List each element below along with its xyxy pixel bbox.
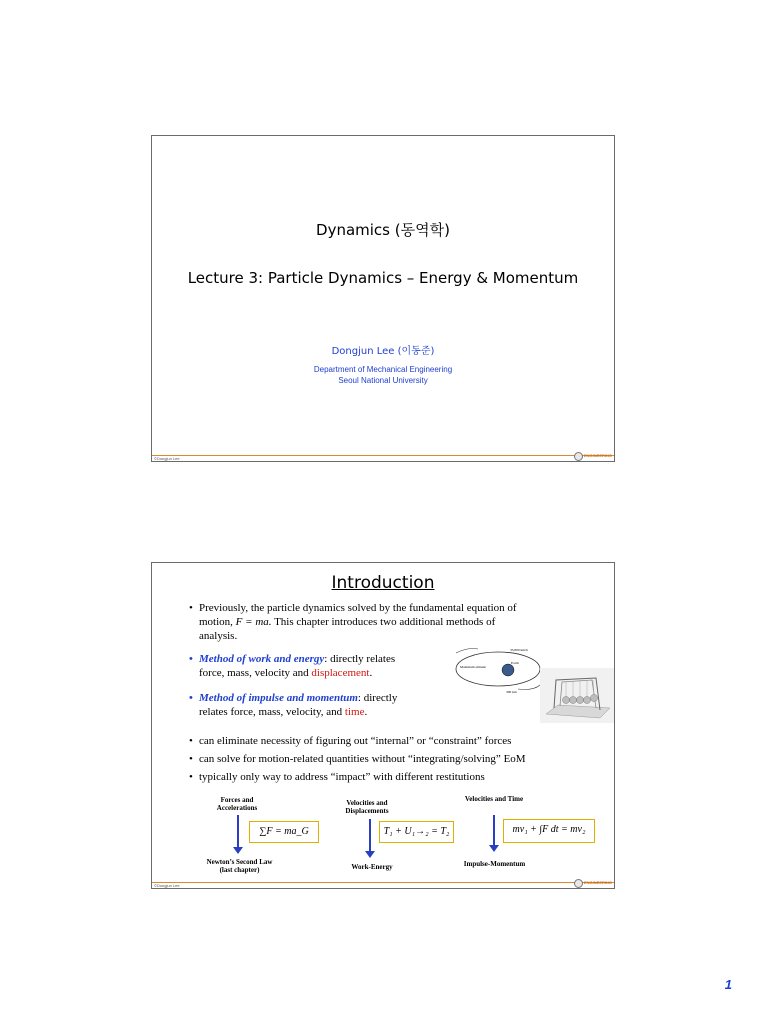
displacement-highlight: displacement	[311, 667, 370, 679]
slide1-department: Department of Mechanical Engineering	[313, 365, 453, 374]
introduction-slide	[151, 562, 615, 889]
method-impulse-momentum: Method of impulse and momentum	[199, 692, 358, 704]
orbit-illustration	[448, 645, 548, 695]
down-arrow-icon	[493, 815, 495, 847]
impulse-momentum-equation: mv₁ + ∫F dt = mv₂	[503, 819, 595, 843]
bullet-impact: • typically only way to address “impact” with different restitutions	[189, 771, 485, 783]
newton-equation: F = ma.	[235, 616, 272, 628]
down-arrow-icon	[369, 819, 371, 853]
slide1-title: Dynamics (동역학)	[316, 221, 450, 239]
orbit-earth-label: Earth	[511, 661, 519, 665]
newton-law-equation: ∑F = ma_G	[249, 821, 319, 843]
slide1-subtitle: Lecture 3: Particle Dynamics – Energy & Momentum	[187, 269, 579, 287]
bullet1-line3: analysis.	[199, 630, 238, 642]
time-highlight: time	[344, 706, 365, 718]
bullet-solve: • can solve for motion-related quantities without “integrating/solving” EoM	[189, 753, 526, 765]
university-seal-icon	[574, 452, 583, 461]
title-slide	[151, 135, 615, 462]
orbit-distance-label: 300 km	[506, 690, 517, 694]
page-number: 1	[724, 977, 732, 992]
bullet-impulse-momentum: • Method of impulse and momentum: directly relates force, mass, velocity, and time.	[189, 692, 398, 718]
diagram-col3-bottom: Impulse-Momentum	[463, 860, 526, 868]
method-work-energy: Method of work and energy	[199, 653, 325, 665]
bullet-previously: • Previously, the particle dynamics solved by the fundamental equation of motion, F = ma. This chapter introduces two additional methods of analysis.	[199, 601, 599, 643]
diagram-col2-top: Velocities and Displacements	[345, 799, 389, 815]
bullet-eliminate: • can eliminate necessity of figuring out “internal” or “constraint” forces	[189, 735, 512, 747]
work-energy-equation: T₁ + U₁→₂ = T₂	[379, 821, 454, 843]
orbit-altitude-label: Maximum altitude	[460, 665, 486, 669]
bullet1-line2: motion, F = ma. This chapter introduces two additional methods of	[199, 616, 496, 628]
diagram-col1-top: Forces and Accelerations	[216, 796, 258, 812]
slide1-author: Dongjun Lee (이동준)	[331, 346, 435, 357]
footer-divider	[152, 882, 614, 883]
slide1-footer: ©Dongjun Lee	[154, 456, 180, 461]
university-logo	[574, 878, 612, 888]
logo-text: ENGINEERING	[583, 880, 612, 885]
down-arrow-icon	[237, 815, 239, 849]
university-seal-icon	[574, 879, 583, 888]
slide2-footer: ©Dongjun Lee	[154, 883, 180, 888]
newtons-cradle-illustration	[540, 668, 614, 723]
orbit-speed-label: 35,800 km/h	[510, 648, 528, 652]
slide1-university: Seoul National University	[338, 376, 428, 385]
bullet1-line1: Previously, the particle dynamics solved by the fundamental equation of	[199, 602, 517, 614]
university-logo	[574, 451, 612, 461]
diagram-col2-bottom: Work-Energy	[351, 863, 393, 871]
bullet-work-energy: • Method of work and energy: directly relates force, mass, velocity and displacement.	[189, 653, 396, 679]
logo-text: ENGINEERING	[583, 453, 612, 458]
diagram-col1-bottom: Newton’s Second Law (last chapter)	[206, 858, 273, 874]
slide2-title: Introduction	[331, 573, 435, 593]
diagram-col3-top: Velocities and Time	[464, 795, 524, 803]
footer-divider	[152, 455, 614, 456]
